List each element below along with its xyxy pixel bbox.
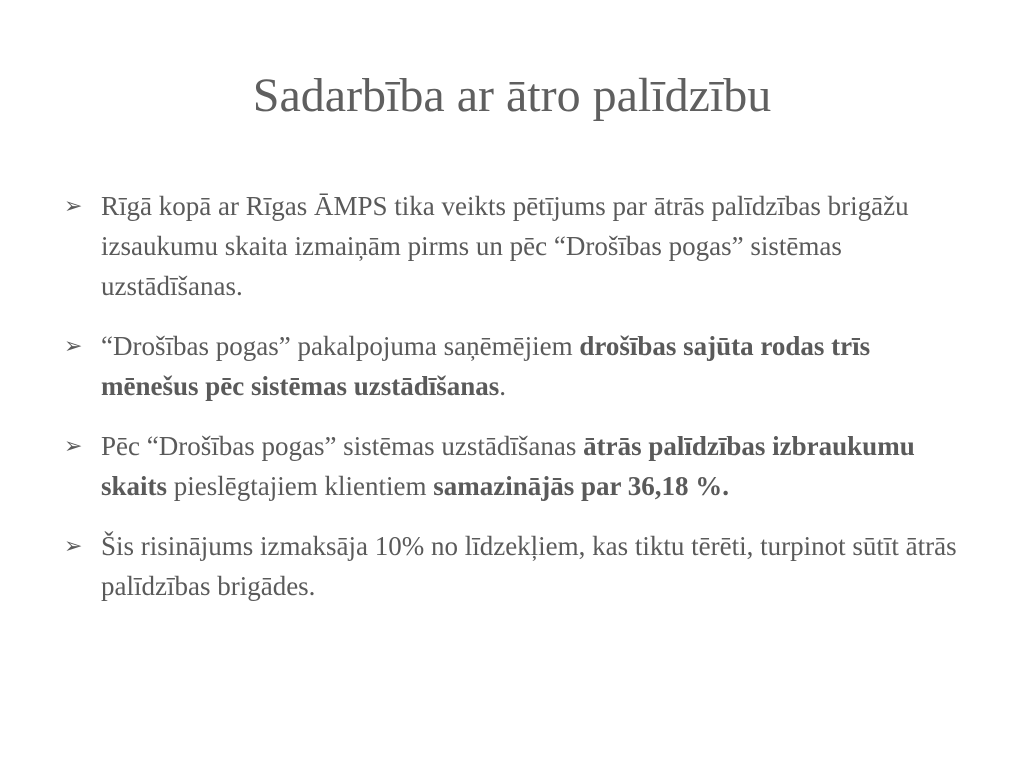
bullet-segment: Rīgā kopā ar Rīgas ĀMPS tika veikts pētījums par ātrās palīdzības brigāžu izsaukumu skaita izmaiņām pirms un pēc “Drošības pogas” sistēmas uzstādīšanas. (101, 191, 909, 301)
slide-title: Sadarbība ar ātro palīdzību (252, 69, 772, 122)
bullet-list (64, 186, 964, 626)
bullet-text (101, 531, 957, 601)
bullet-text (101, 191, 909, 301)
bullet-item (64, 526, 964, 606)
bullet-segment: Pēc “Drošības pogas” sistēmas uzstādīšanas (101, 431, 584, 461)
bullet-item (64, 186, 964, 306)
bullet-segment: pieslēgtajiem klientiem (167, 471, 434, 501)
arrow-bullet-icon: ➢ (64, 193, 83, 218)
bullet-segment-bold: samazinājās par 36,18 %. (433, 471, 729, 501)
arrow-bullet-icon: ➢ (64, 333, 83, 358)
bullet-segment: . (499, 371, 507, 401)
arrow-bullet-icon: ➢ (64, 533, 83, 558)
bullet-segment: Šis risinājums izmaksāja 10% no līdzekļiem, kas tiktu tērēti, turpinot sūtīt ātrās palīdzības brigādes. (101, 531, 957, 601)
arrow-bullet-icon: ➢ (64, 433, 83, 458)
bullet-text (101, 331, 870, 401)
bullet-segment: “Drošības pogas” pakalpojuma saņēmējiem (101, 331, 580, 361)
bullet-segment-bold: ātrās palīdzības izbraukumu skaits (101, 431, 915, 501)
bullet-text (101, 431, 915, 501)
bullet-segment-bold: drošības sajūta rodas trīs mēnešus pēc sistēmas uzstādīšanas (101, 331, 871, 401)
bullet-item (64, 426, 964, 506)
bullet-item (64, 326, 964, 406)
